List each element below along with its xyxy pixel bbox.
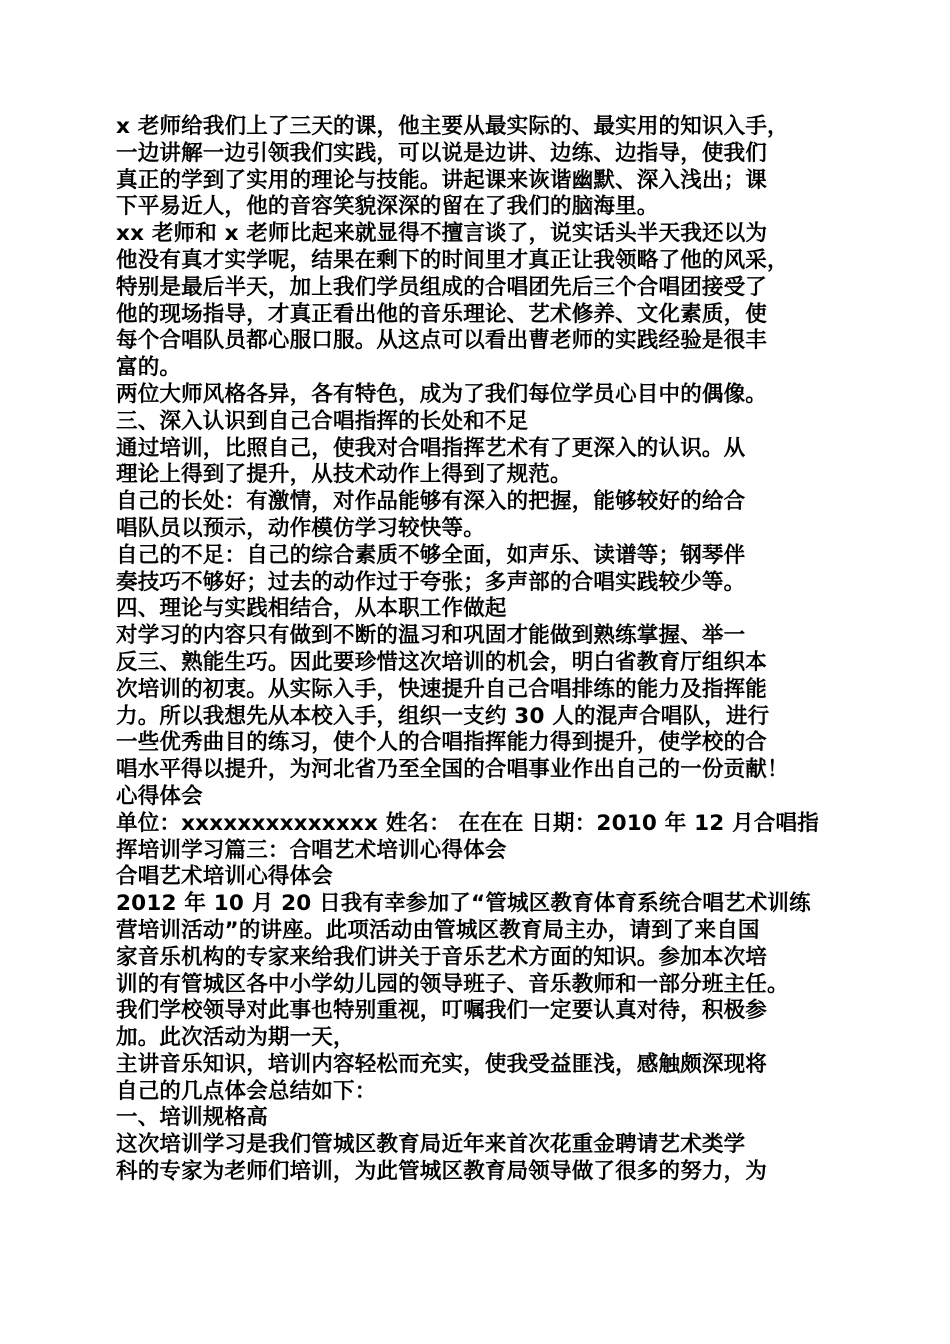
text-line: 力。所以我想先从本校入手，组织一支约 30 人的混声合唱队，进行 (116, 703, 770, 729)
text-line: 他没有真才实学呢，结果在剩下的时间里才真正让我领略了他的风采， (116, 247, 789, 273)
text-line: 一边讲解一边引领我们实践，可以说是边讲、边练、边指导，使我们 (116, 140, 768, 166)
text-line: x 老师给我们上了三天的课，他主要从最实际的、最实用的知识入手， (116, 114, 789, 139)
section-heading: 三、深入认识到自己合唱指挥的长处和不足 (116, 408, 529, 434)
text-line: 一些优秀曲目的练习，使个人的合唱指挥能力得到提升，使学校的合 (116, 730, 768, 756)
text-line: 特别是最后半天，加上我们学员组成的合唱团先后三个合唱团接受了 (116, 274, 768, 300)
section-heading: 一、培训规格高 (116, 1105, 268, 1131)
text-line: 家音乐机构的专家来给我们讲关于音乐艺术方面的知识。参加本次培 (116, 944, 768, 970)
text-line: 自己的长处：有激情，对作品能够有深入的把握，能够较好的给合 (116, 489, 746, 515)
text-line: 两位大师风格各异，各有特色，成为了我们每位学员心目中的偶像。 (116, 381, 768, 407)
text-line: 下平易近人，他的音容笑貌深深的留在了我们的脑海里。 (116, 194, 659, 220)
text-line: 训的有管城区各中小学幼儿园的领导班子、音乐教师和一部分班主任。 (116, 971, 789, 997)
text-line: 他的现场指导，才真正看出他的音乐理论、艺术修养、文化素质，使 (116, 301, 768, 327)
text-line: 反三、熟能生巧。因此要珍惜这次培训的机会，明白省教育厅组织本 (116, 649, 768, 675)
text-line: 挥培训学习篇三：合唱艺术培训心得体会 (116, 837, 507, 863)
text-line: 加。此次活动为期一天， (116, 1025, 355, 1051)
text-line: 自己的不足：自己的综合素质不够全面，如声乐、读谱等；钢琴伴 (116, 542, 746, 568)
text-line: 奏技巧不够好；过去的动作过于夸张；多声部的合唱实践较少等。 (116, 569, 746, 595)
section-heading: 四、理论与实践相结合，从本职工作做起 (116, 596, 507, 622)
text-line: 2012 年 10 月 20 日我有幸参加了“管城区教育体育系统合唱艺术训练 (116, 891, 811, 917)
section-heading: 心得体会 (116, 783, 203, 809)
text-line: 富的。 (116, 355, 182, 381)
text-line: 次培训的初衷。从实际入手，快速提升自己合唱排练的能力及指挥能 (116, 676, 768, 702)
text-line: 自己的几点体会总结如下： (116, 1078, 377, 1104)
text-line: 单位：xxxxxxxxxxxxxx 姓名： 在在在 日期：2010 年 12 月合唱指 (116, 810, 819, 836)
text-line: 唱队员以预示，动作模仿学习较快等。 (116, 515, 485, 541)
text-line: 真正的学到了实用的理论与技能。讲起课来诙谐幽默、深入浅出；课 (116, 167, 768, 193)
text-line: 每个合唱队员都心服口服。从这点可以看出曹老师的实践经验是很丰 (116, 328, 768, 354)
text-line: 这次培训学习是我们管城区教育局近年来首次花重金聘请艺术类学 (116, 1132, 746, 1158)
text-line: 主讲音乐知识，培训内容轻松而充实，使我受益匪浅，感触颇深现将 (116, 1051, 768, 1077)
text-line: 营培训活动”的讲座。此项活动由管城区教育局主办，请到了来自国 (116, 917, 760, 943)
document-page (116, 114, 844, 1186)
text-line: 通过培训，比照自己，使我对合唱指挥艺术有了更深入的认识。从 (116, 435, 746, 461)
text-line: 对学习的内容只有做到不断的温习和巩固才能做到熟练掌握、举一 (116, 623, 746, 649)
text-line: 科的专家为老师们培训，为此管城区教育局领导做了很多的努力，为 (116, 1159, 768, 1185)
text-line: xx 老师和 x 老师比起来就显得不擅言谈了，说实话头半天我还以为 (116, 221, 768, 247)
text-line: 我们学校领导对此事也特别重视，叮嘱我们一定要认真对待，积极参 (116, 998, 768, 1024)
section-heading: 合唱艺术培训心得体会 (116, 864, 334, 890)
text-line: 理论上得到了提升，从技术动作上得到了规范。 (116, 462, 572, 488)
text-line: 唱水平得以提升，为河北省乃至全国的合唱事业作出自己的一份贡献！ (116, 757, 789, 783)
